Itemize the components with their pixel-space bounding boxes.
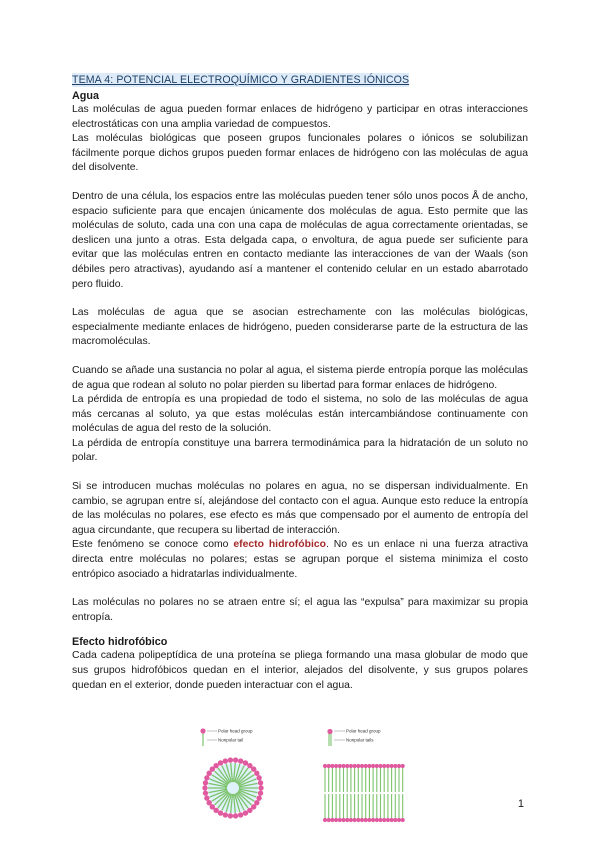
lipid-head (223, 758, 228, 763)
lipid-head (386, 764, 390, 768)
paragraph: Las moléculas no polares no se atraen entre sí; el agua las “expulsa” para maximizar su propia entropía. (72, 597, 528, 623)
bilayer-head-label: Polar head group (346, 728, 381, 734)
lipid-head (375, 818, 379, 822)
paragraph: Cada cadena polipeptídica de una proteína se pliega formando una masa globular de modo que sus grupos hidrofóbicos quedan en el interior, alejados del disolvente, y sus grupos polares quedan en el exterior, donde pueden interactuar con el agua. (72, 650, 528, 691)
lipid-head (371, 764, 375, 768)
lipid-head (238, 758, 243, 763)
lipid-head (228, 757, 233, 762)
text: . No es un enlace ni una fuerza atractiva directa entre moléculas no polares; estas se agrupan porque el sistema minimiza el costo entrópico asociado a hidratarlas individualmente. (72, 539, 528, 580)
section-heading-agua: Agua (72, 90, 99, 102)
lipid-head (256, 775, 261, 780)
lipid-head (356, 818, 360, 822)
lipid-head (258, 785, 263, 790)
micelle-tail-label: Nonpolar tail (218, 737, 244, 743)
lipid-head (397, 818, 401, 822)
paragraph: Las moléculas biológicas que poseen grupos funcionales polares o iónicos se solubilizan fácilmente porque dichos grupos pueden formar enlaces de hidrógeno con las moléculas de agua del disolvente. (72, 133, 528, 174)
text: Este fenómeno se conoce como (72, 539, 234, 551)
lipid-head (204, 795, 209, 800)
page-title: TEMA 4: POTENCIAL ELECTROQUÍMICO Y GRADIENTES IÓNICOS (72, 74, 410, 86)
lipid-head (353, 764, 357, 768)
lipid-head (327, 818, 331, 822)
lipid-head (203, 790, 208, 795)
paragraph: Cuando se añade una sustancia no polar al agua, el sistema pierde entropía porque las moléculas de agua que rodean al soluto no polar pierden su libertad para formar enlaces de hidrógeno. (72, 364, 528, 391)
lipid-head (254, 771, 259, 776)
paragraph: Si se introducen muchas moléculas no polares en agua, no se dispersan individualmente. En cambio, se agrupan entre sí, alejándose del contacto con el agua. Aunque esto reduce la entropía de las moléculas no polares, ese efecto es más que compensado por el aumento de entropía del agua circundante, que recupera su libertad de interacción. (72, 481, 528, 536)
micelle (202, 757, 263, 818)
lipid-head (397, 764, 401, 768)
lipid-head (204, 775, 209, 780)
lipid-head (349, 764, 353, 768)
lipid-head (393, 818, 397, 822)
lipid-head (382, 818, 386, 822)
lipid-head (258, 790, 263, 795)
paragraph: La pérdida de entropía constituye una barrera termodinámica para la hidratación de un soluto no polar. (72, 437, 528, 464)
lipid-head (341, 764, 345, 768)
lipid-head (401, 818, 405, 822)
lipid-head (360, 764, 364, 768)
lipid-head (323, 764, 327, 768)
lipid-head (382, 764, 386, 768)
lipid-head (360, 818, 364, 822)
micelle-legend (200, 728, 253, 746)
lipid-head (341, 818, 345, 822)
lipid-head (375, 764, 379, 768)
lipid-head (338, 764, 342, 768)
lipid-head (401, 764, 405, 768)
bilayer (323, 764, 405, 822)
page-number: 1 (517, 798, 524, 810)
lipid-head (203, 780, 208, 785)
lipid-head (243, 810, 248, 815)
lipid-head (386, 818, 390, 822)
lipid-head (353, 818, 357, 822)
paragraph: Dentro de una célula, los espacios entre las moléculas pueden tener sólo unos pocos Å de ancho, espacio suficiente para que encajen únicamente dos moléculas de agua. Esto permite que las moléculas de soluto, cada una con una capa de moléculas de agua correctamente orientadas, se deslicen una junto a otras. Esta delgada capa, o envoltura, de agua puede ser suficiente para evitar que las moléculas entren en contacto mediante las interacciones de van der Waals (son débiles pero atractivas), ayudando así a mantener el contenido celular en un estado abarrotado pero fluido. (72, 190, 528, 290)
lipid-head (202, 785, 207, 790)
section-heading-efecto-hidrofobico: Efecto hidrofóbico (72, 636, 168, 649)
lipid-head (238, 812, 243, 817)
lipid-head (338, 818, 342, 822)
lipid-head (233, 813, 238, 818)
lipid-head (334, 764, 338, 768)
paragraph: La pérdida de entropía es una propiedad de todo el sistema, no solo de las moléculas de agua más cercanas al soluto, ya que estas moléculas están intercambiándose continuamente con moléculas de agua del resto de la solución. (72, 394, 528, 435)
lipid-head (258, 780, 263, 785)
lipid-head (367, 764, 371, 768)
bilayer-legend (327, 729, 381, 747)
lipid-head (371, 818, 375, 822)
lipid-head (356, 764, 360, 768)
bilayer-figure (323, 729, 405, 823)
lipid-head (233, 757, 238, 762)
bilayer-tail-label: Nonpolar tails (346, 737, 374, 743)
lipid-head (390, 818, 394, 822)
highlight-term: efecto hidrofóbico (233, 539, 326, 551)
lipid-head (330, 764, 334, 768)
lipid-head (364, 818, 368, 822)
lipid-head (256, 795, 261, 800)
lipid-head (367, 818, 371, 822)
micelle-head-label: Polar head group (218, 728, 253, 734)
paragraph-hydrophobic-effect (72, 538, 528, 582)
lipid-figures (195, 726, 455, 826)
lipid-head (393, 764, 397, 768)
lipid-head (349, 818, 353, 822)
lipid-head (323, 818, 327, 822)
lipid-head (364, 764, 368, 768)
lipid-head (334, 818, 338, 822)
lipid-head (345, 818, 349, 822)
micelle-figure (200, 728, 263, 818)
lipid-head (223, 812, 228, 817)
lipid-head (218, 760, 223, 765)
lipid-head (206, 800, 211, 805)
lipid-head (378, 818, 382, 822)
lipid-head (228, 813, 233, 818)
document-page (72, 70, 528, 693)
lipid-head (345, 764, 349, 768)
paragraph: Las moléculas de agua pueden formar enlaces de hidrógeno y participar en otras interacciones electrostáticas con una amplia variedad de compuestos. (72, 104, 528, 130)
lipid-head (330, 818, 334, 822)
lipid-head (378, 764, 382, 768)
lipid-head (390, 764, 394, 768)
paragraph: Las moléculas de agua que se asocian estrechamente con las moléculas biológicas, especialmente mediante enlaces de hidrógeno, pueden considerarse parte de la estructura de las macromoléculas. (72, 307, 528, 348)
lipid-head (327, 764, 331, 768)
